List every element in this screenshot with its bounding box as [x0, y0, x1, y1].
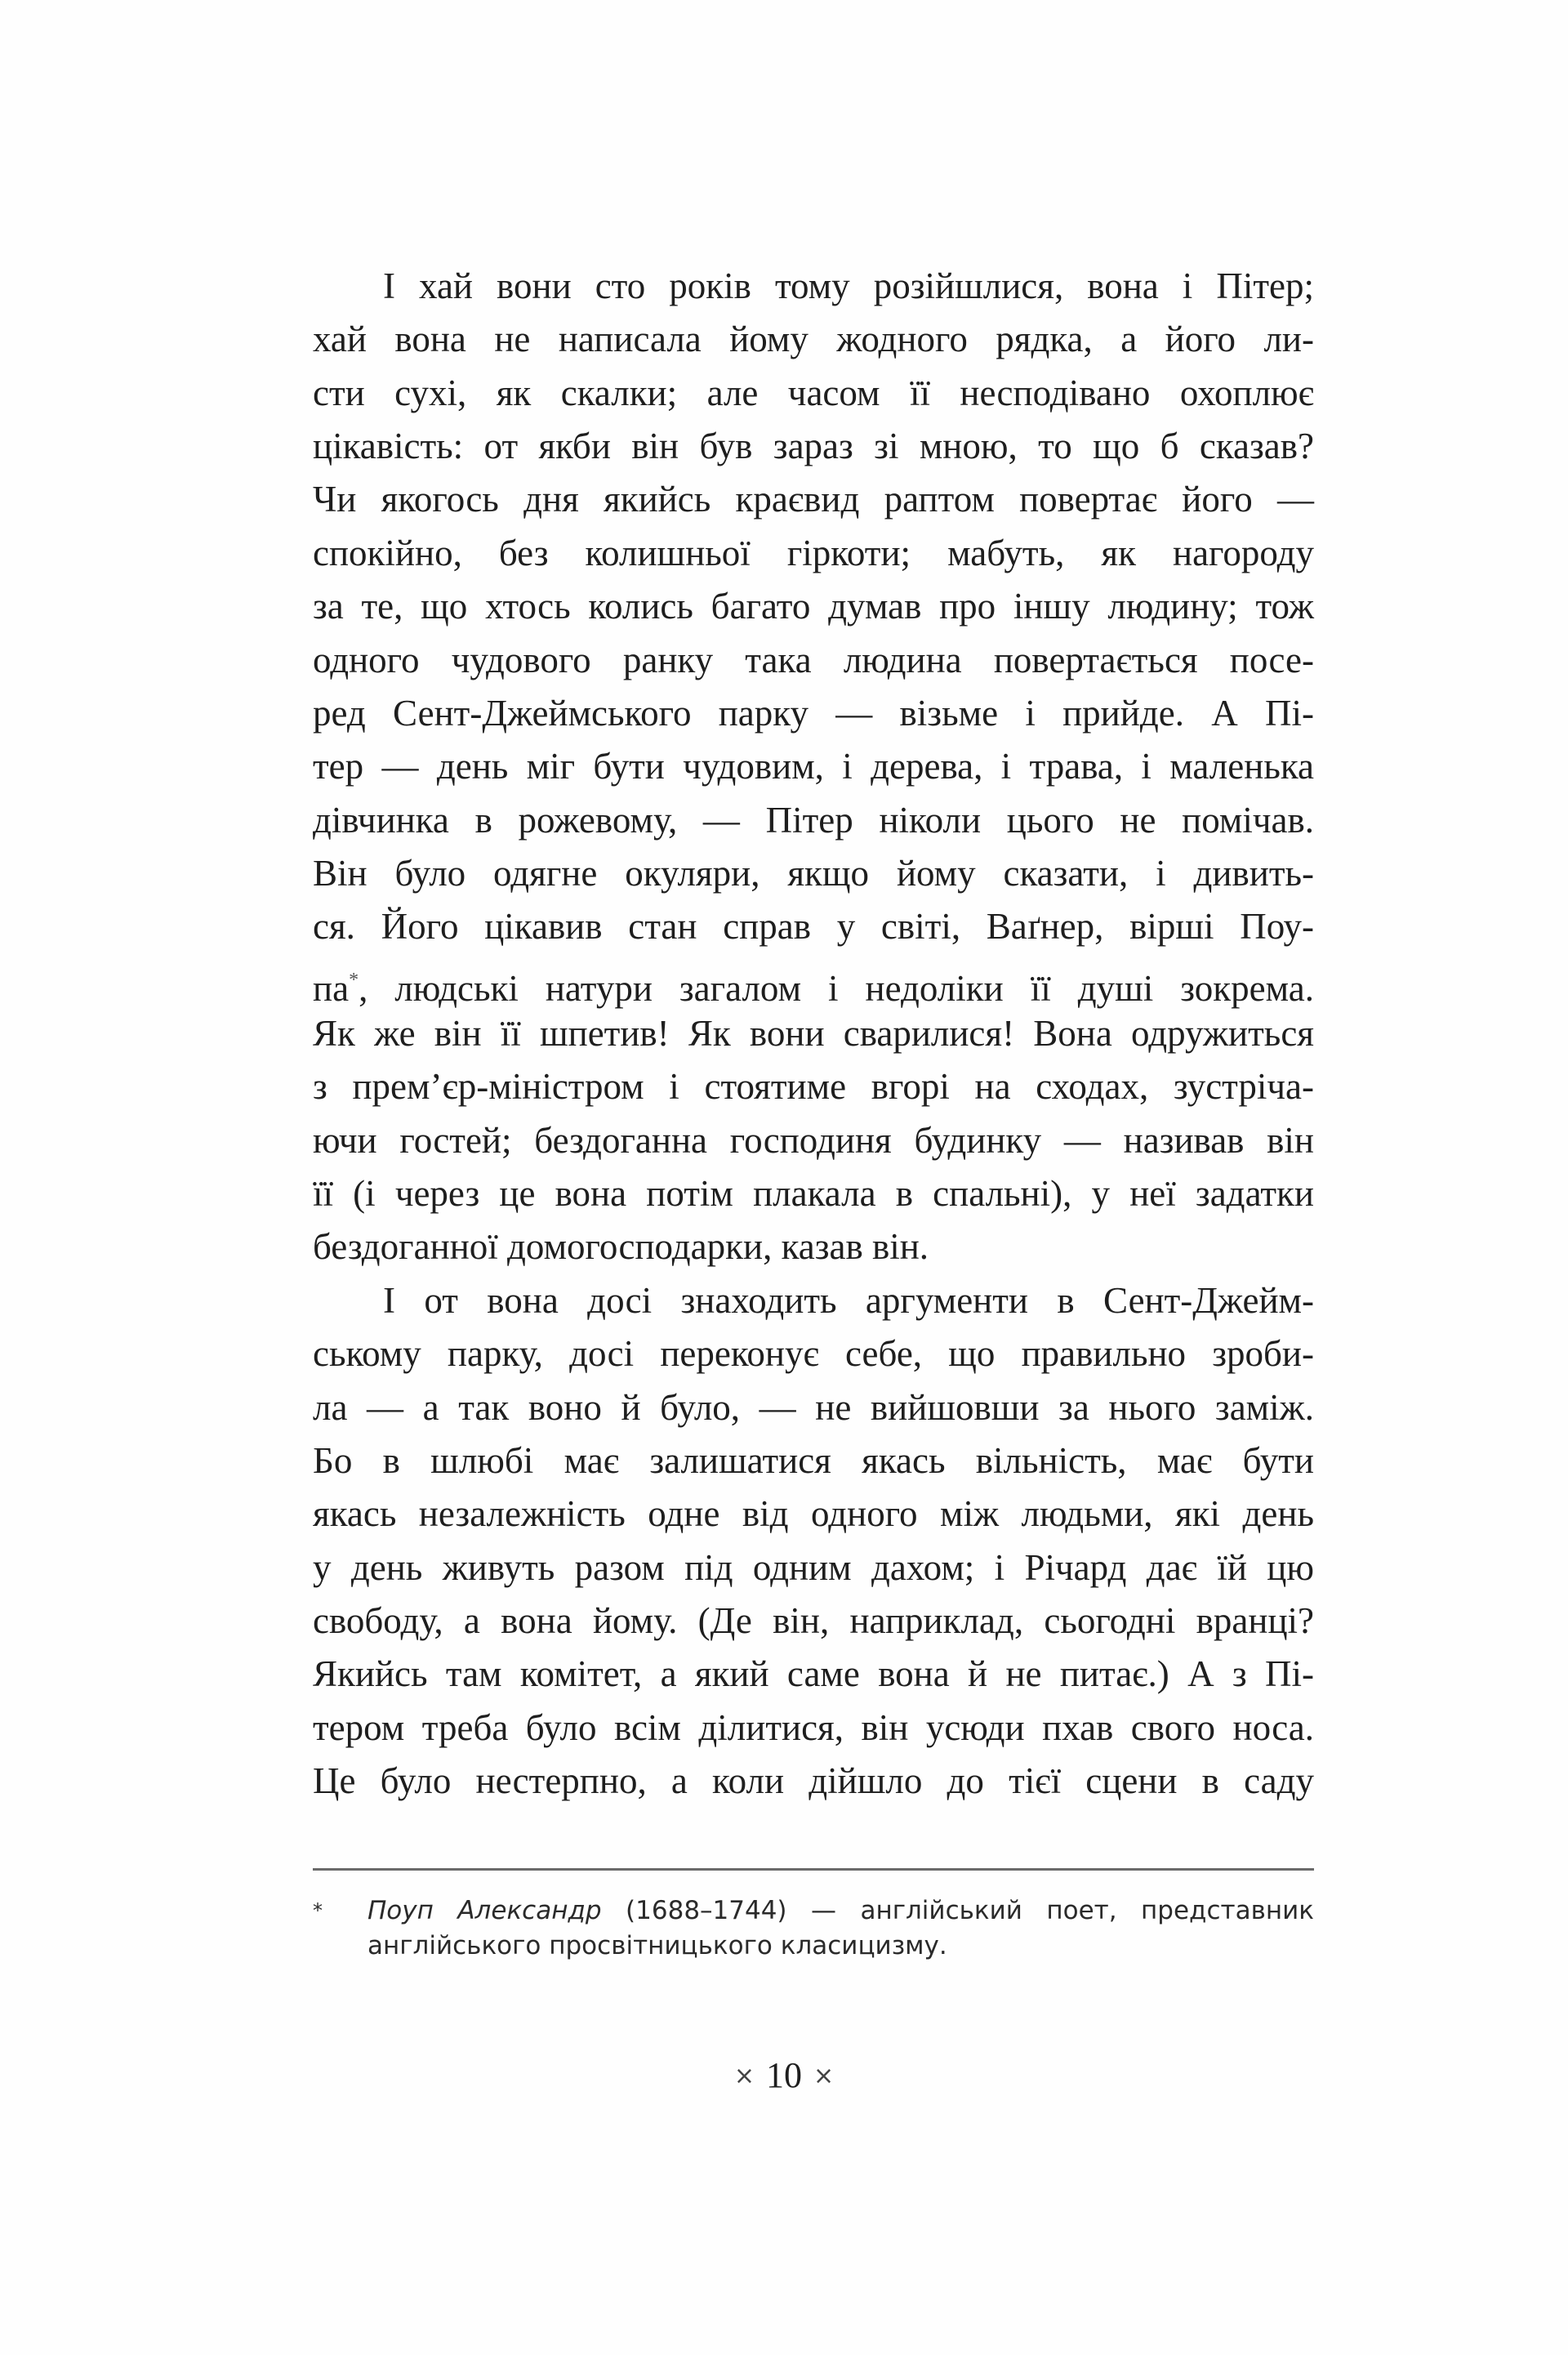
text-line: дівчинка в рожевому, — Пітер ніколи цього не помічав.	[313, 799, 1314, 841]
footnote-text: (1688–1744) — англійський поет, представник	[601, 1896, 1314, 1925]
text-line: ред Сент-Джеймського парку — візьме і прийде. А Пі-	[313, 692, 1314, 734]
text-line: тер — день міг бути чудовим, і дерева, і трава, і маленька	[313, 746, 1314, 787]
text-line: з прем’єр-міністром і стоятиме вгорі на сходах, зустріча-	[313, 1066, 1314, 1108]
footnote-line	[368, 1893, 1314, 1929]
ornament-cross-icon: ×	[813, 2062, 835, 2090]
text-line: Бо в шлюбі має залишатися якась вільність, має бути	[313, 1439, 1314, 1481]
footnote-reference-mark[interactable]: *	[349, 969, 359, 991]
body-text	[313, 260, 1314, 1808]
text-line: цікавість: от якби він був зараз зі мною, то що б сказав?	[313, 426, 1314, 467]
text-line: Якийсь там комітет, а який саме вона й не питає.) А з Пі-	[313, 1653, 1314, 1695]
text-line: Він було одягне окуляри, якщо йому сказати, і дивить-	[313, 852, 1314, 894]
text-line: за те, що хтось колись багато думав про іншу людину; тож	[313, 586, 1314, 627]
footnote-mark: *	[313, 1899, 323, 1922]
footnote-body	[368, 1893, 1314, 1964]
text-line: свободу, а вона йому. (Де він, наприклад, сьогодні вранці?	[313, 1599, 1314, 1641]
text-line: одного чудового ранку така людина повертається посе-	[313, 639, 1314, 680]
text-line: Це було нестерпно, а коли дійшло до тієї сцени в саду	[313, 1760, 1314, 1802]
text-line: ла — а так воно й було, — не вийшовши за нього заміж.	[313, 1386, 1314, 1428]
text-line-with-footnote	[313, 954, 1314, 1007]
text-line: ся. Його цікавив стан справ у світі, Ваґнер, вірші Поу-	[313, 906, 1314, 948]
footnote-name: Поуп Александр	[368, 1896, 602, 1925]
ornament-cross-icon: ×	[733, 2062, 755, 2090]
footnote-line: англійського просвітницького класицизму.	[368, 1931, 947, 1960]
text-line: у день живуть разом під одним дахом; і Річард дає їй цю	[313, 1546, 1314, 1588]
text-line: сти сухі, як скалки; але часом її несподівано охоплює	[313, 372, 1314, 413]
text-line: спокійно, без колишньої гіркоти; мабуть, як нагороду	[313, 532, 1314, 573]
text-line: якась незалежність одне від одного між людьми, які день	[313, 1493, 1314, 1535]
text-line: І хай вони сто років тому розійшлися, вона і Пітер;	[383, 265, 1314, 306]
text-line: ючи гостей; бездоганна господиня будинку — називав він	[313, 1119, 1314, 1161]
text-fragment: па	[313, 967, 350, 1009]
page-number	[0, 2054, 1568, 2096]
text-line: Як же він її шпетив! Як вони сварилися! Вона одружиться	[313, 1013, 1314, 1055]
text-fragment: , людські натури загалом і недоліки її душі зокрема.	[359, 967, 1314, 1009]
text-line: І от вона досі знаходить аргументи в Сент-Джейм-	[383, 1279, 1314, 1321]
text-line: ському парку, досі переконує себе, що правильно зроби-	[313, 1333, 1314, 1375]
footnote	[313, 1893, 1314, 1964]
text-line: Чи якогось дня якийсь краєвид раптом повертає його —	[313, 479, 1314, 520]
text-line: її (і через це вона потім плакала в спальні), у неї задатки	[313, 1173, 1314, 1215]
page-number-value: 10	[766, 2055, 802, 2095]
footnote-divider	[313, 1868, 1314, 1871]
text-line: тером треба було всім ділитися, він усюди пхав свого носа.	[313, 1706, 1314, 1748]
text-line: хай вона не написала йому жодного рядка, а його ли-	[313, 319, 1314, 360]
text-line: бездоганної домогосподарки, казав він.	[313, 1226, 929, 1268]
